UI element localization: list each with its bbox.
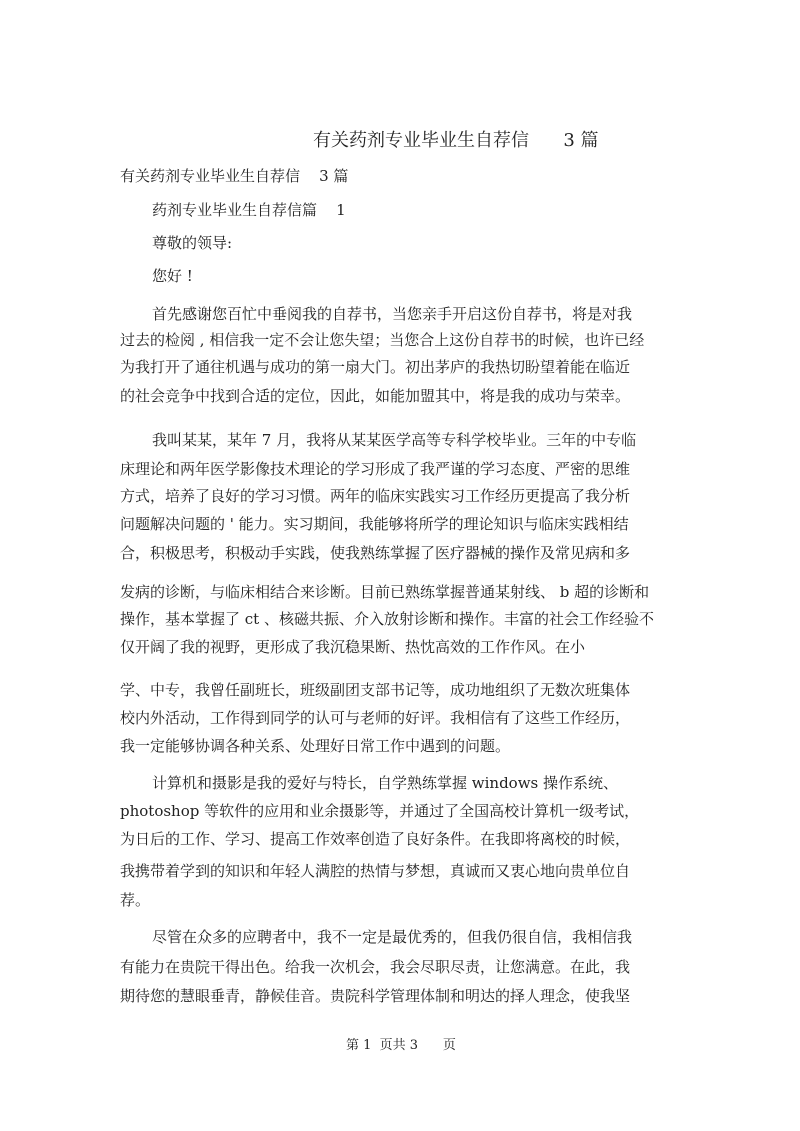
paragraph1-line: 过去的检阅 , 相信我一定不会让您失望；当您合上这份自荐书的时候，也许已经 (120, 331, 645, 349)
paragraph4-line: 有能力在贵院干得出色。给我一次机会，我会尽职尽责，让您满意。在此，我 (120, 958, 631, 976)
paragraph1-line: 为我打开了通往机遇与成功的第一扇大门。初出茅庐的我热切盼望着能在临近 (120, 358, 631, 376)
paragraph2-line: 方式，培养了良好的学习习惯。两年的临床实践实习工作经历更提高了我分析 (120, 487, 631, 505)
section-heading: 药剂专业毕业生自荐信篇 1 (152, 201, 346, 219)
paragraph2-line: 合，积极思考，积极动手实践，使我熟练掌握了医疗器械的操作及常见病和多 (120, 544, 631, 562)
paragraph3-line: 荐。 (120, 891, 151, 909)
subtitle: 有关药剂专业毕业生自荐信 3 篇 (120, 167, 349, 185)
paragraph1-line: 首先感谢您百忙中垂阅我的自荐书，当您亲手开启这份自荐书，将是对我 (152, 305, 633, 323)
paragraph2-line: 我一定能够协调各种关系、处理好日常工作中遇到的问题。 (120, 737, 511, 755)
paragraph3-line: 计算机和摄影是我的爱好与特长，自学熟练掌握 windows 操作系统、 (152, 774, 619, 792)
page-footer: 第 1 页共 3 页 (346, 1038, 456, 1053)
paragraph2-line: 操作，基本掌握了 ct 、核磁共振、介入放射诊断和操作。丰富的社会工作经验不 (120, 610, 654, 628)
paragraph2-line: 床理论和两年医学影像技术理论的学习形成了我严谨的学习态度、严密的思维 (120, 460, 631, 478)
document-title: 有关药剂专业毕业生自荐信 3 篇 (313, 130, 599, 151)
paragraph2-line: 问题解决问题的 ' 能力。实习期间，我能够将所学的理论知识与临床实践相结 (120, 515, 629, 533)
paragraph4-line: 期待您的慧眼垂青，静候佳音。贵院科学管理体制和明达的择人理念，使我坚 (120, 987, 631, 1005)
paragraph3-line: 为日后的工作、学习、提高工作效率创造了良好条件。在我即将离校的时候， (120, 830, 631, 848)
paragraph2-line: 发病的诊断，与临床相结合来诊断。目前已熟练掌握普通某射线、 b 超的诊断和 (120, 583, 650, 601)
paragraph2-line: 我叫某某，某年 7 月，我将从某某医学高等专科学校毕业。三年的中专临 (152, 431, 637, 449)
paragraph2-line: 学、中专，我曾任副班长，班级副团支部书记等，成功地组织了无数次班集体 (120, 681, 631, 699)
salutation: 尊敬的领导: (152, 234, 233, 252)
paragraph2-line: 校内外活动，工作得到同学的认可与老师的好评。我相信有了这些工作经历， (120, 709, 631, 727)
paragraph3-line: photoshop 等软件的应用和业余摄影等，并通过了全国高校计算机一级考试， (120, 802, 640, 820)
greeting: 您好 ! (152, 267, 193, 285)
paragraph4-line: 尽管在众多的应聘者中，我不一定是最优秀的，但我仍很自信，我相信我 (152, 928, 633, 946)
paragraph2-line: 仅开阔了我的视野，更形成了我沉稳果断、热忱高效的工作作风。在小 (120, 638, 586, 656)
paragraph1-line: 的社会竞争中找到合适的定位，因此，如能加盟其中，将是我的成功与荣幸。 (120, 387, 631, 405)
paragraph3-line: 我携带着学到的知识和年轻人满腔的热情与梦想，真诚而又衷心地向贵单位自 (120, 862, 631, 880)
